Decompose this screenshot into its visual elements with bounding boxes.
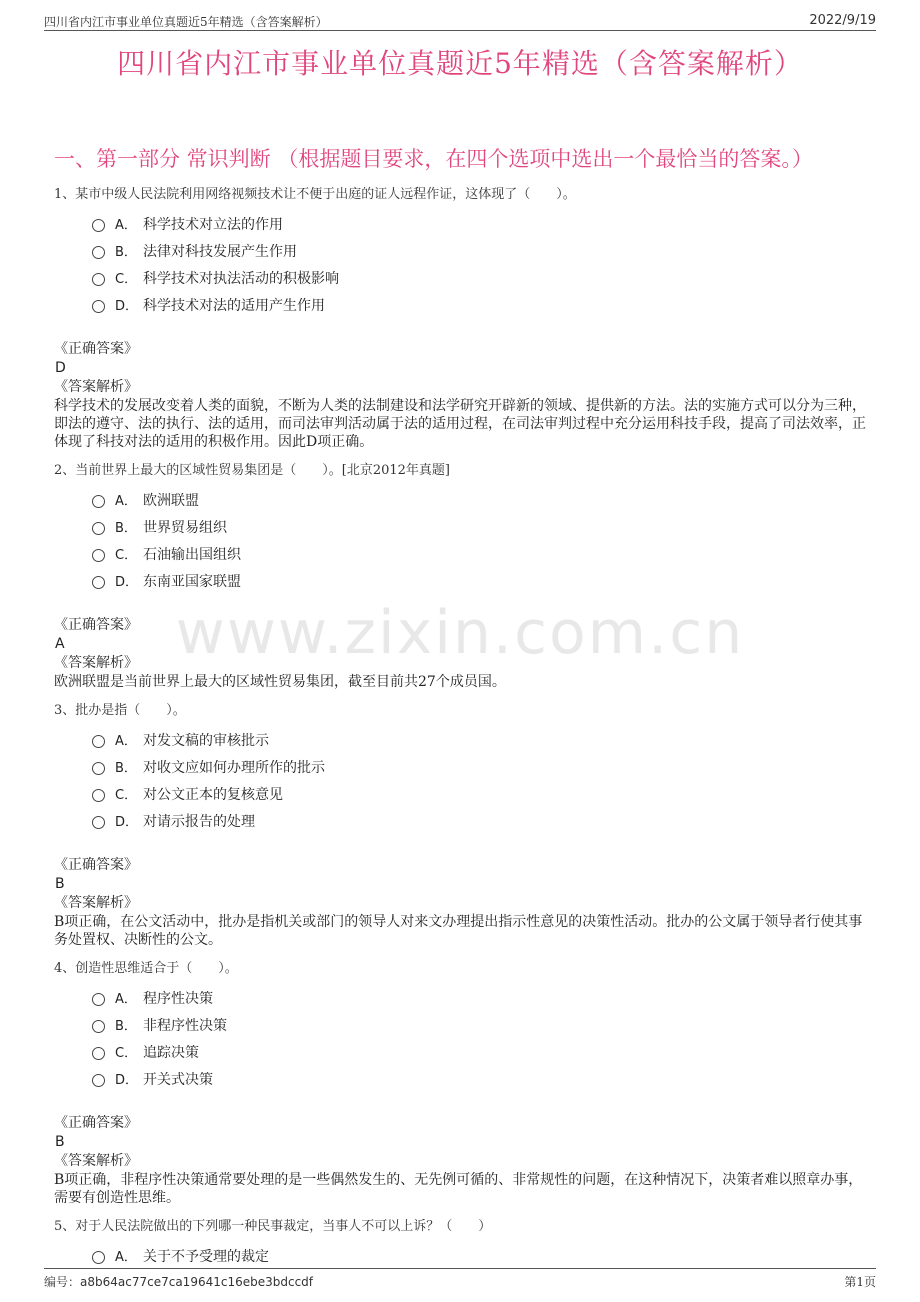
option-text: 程序性决策 xyxy=(143,990,213,1007)
radio-button-icon[interactable] xyxy=(92,789,105,802)
option-item[interactable] xyxy=(92,567,866,594)
correct-answer: B xyxy=(55,1134,65,1150)
page-footer xyxy=(44,1268,876,1291)
option-list xyxy=(92,984,866,1092)
option-item[interactable] xyxy=(92,1242,866,1269)
option-text: 世界贸易组织 xyxy=(143,519,227,536)
option-list xyxy=(92,726,866,834)
option-letter: C． xyxy=(115,272,138,287)
radio-button-icon[interactable] xyxy=(92,522,105,535)
option-text: 科学技术对执法活动的积极影响 xyxy=(143,270,339,287)
option-text: 关于不予受理的裁定 xyxy=(143,1248,269,1265)
option-item[interactable] xyxy=(92,780,866,807)
option-list xyxy=(92,1242,866,1269)
option-letter: B． xyxy=(115,521,137,536)
option-item[interactable] xyxy=(92,486,866,513)
answer-section xyxy=(54,856,866,949)
radio-button-icon[interactable] xyxy=(92,300,105,313)
page-header xyxy=(44,10,876,31)
option-item[interactable] xyxy=(92,264,866,291)
answer-explanation: B项正确，在公文活动中，批办是指机关或部门的领导人对来文办理提出指示性意见的决策性活动。批办的公文属于领导者行使其事务处置权、决断性的公文。 xyxy=(54,914,863,948)
radio-button-icon[interactable] xyxy=(92,762,105,775)
option-letter: D． xyxy=(115,575,139,590)
correct-answer: A xyxy=(55,636,65,652)
option-text: 追踪决策 xyxy=(143,1044,199,1061)
option-item[interactable] xyxy=(92,540,866,567)
question-stem: 4、创造性思维适合于（ ）。 xyxy=(54,961,238,976)
question-block xyxy=(54,701,866,949)
question-block xyxy=(54,185,866,451)
option-item[interactable] xyxy=(92,1065,866,1092)
option-item[interactable] xyxy=(92,753,866,780)
option-item[interactable] xyxy=(92,984,866,1011)
option-item[interactable] xyxy=(92,1011,866,1038)
option-text: 欧洲联盟 xyxy=(143,492,199,509)
option-item[interactable] xyxy=(92,726,866,753)
explanation-label: 《答案解析》 xyxy=(54,655,138,671)
header-doc-title: 四川省内江市事业单位真题近5年精选（含答案解析） xyxy=(44,15,328,29)
question-list xyxy=(54,185,866,1269)
radio-button-icon[interactable] xyxy=(92,993,105,1006)
option-text: 对发文稿的审核批示 xyxy=(143,732,269,749)
option-letter: C． xyxy=(115,548,138,563)
answer-label: 《正确答案》 xyxy=(54,341,138,357)
radio-button-icon[interactable] xyxy=(92,1074,105,1087)
option-letter: A． xyxy=(115,734,137,749)
option-letter: B． xyxy=(115,245,137,260)
option-item[interactable] xyxy=(92,237,866,264)
option-text: 非程序性决策 xyxy=(143,1017,227,1034)
option-text: 东南亚国家联盟 xyxy=(143,573,241,590)
correct-answer: D xyxy=(55,360,66,376)
question-block xyxy=(54,1217,866,1269)
option-letter: D． xyxy=(115,299,139,314)
option-letter: D． xyxy=(115,815,139,830)
option-letter: B． xyxy=(115,761,137,776)
correct-answer: B xyxy=(55,876,65,892)
option-letter: C． xyxy=(115,788,138,803)
answer-explanation: B项正确，非程序性决策通常要处理的是一些偶然发生的、无先例可循的、非常规性的问题，在这种情况下，决策者难以照章办事，需要有创造性思维。 xyxy=(54,1172,863,1206)
answer-explanation: 科学技术的发展改变着人类的面貌，不断为人类的法制建设和法学研究开辟新的领域、提供新的方法。法的实施方式可以分为三种，即法的遵守、法的执行、法的适用，而司法审判活动属于法的适用过程，在司法审判过程中充分运用科技手段，提高了司法效率，正体现了科技对法的适用的积极作用。因此D项正确。 xyxy=(54,398,866,450)
answer-label: 《正确答案》 xyxy=(54,1115,138,1131)
question-block xyxy=(54,959,866,1207)
answer-section xyxy=(54,1114,866,1207)
option-text: 科学技术对法的适用产生作用 xyxy=(143,297,325,314)
radio-button-icon[interactable] xyxy=(92,219,105,232)
radio-button-icon[interactable] xyxy=(92,549,105,562)
option-item[interactable] xyxy=(92,291,866,318)
radio-button-icon[interactable] xyxy=(92,246,105,259)
radio-button-icon[interactable] xyxy=(92,1020,105,1033)
radio-button-icon[interactable] xyxy=(92,495,105,508)
answer-section xyxy=(54,340,866,451)
option-letter: A． xyxy=(115,1250,137,1265)
explanation-label: 《答案解析》 xyxy=(54,895,138,911)
option-text: 开关式决策 xyxy=(143,1071,213,1088)
footer-page-number: 第1页 xyxy=(844,1275,876,1289)
option-item[interactable] xyxy=(92,807,866,834)
radio-button-icon[interactable] xyxy=(92,273,105,286)
answer-section xyxy=(54,616,866,691)
watermark: www.zixin.com.cn xyxy=(175,598,745,668)
footer-code: a8b64ac77ce7ca19641c16ebe3bdccdf xyxy=(80,1275,314,1289)
answer-explanation: 欧洲联盟是当前世界上最大的区域性贸易集团，截至目前共27个成员国。 xyxy=(54,674,506,690)
option-letter: A． xyxy=(115,218,137,233)
option-item[interactable] xyxy=(92,513,866,540)
question-stem: 1、某市中级人民法院利用网络视频技术让不便于出庭的证人远程作证，这体现了（ ）。 xyxy=(54,187,576,202)
option-text: 对收文应如何办理所作的批示 xyxy=(143,759,325,776)
radio-button-icon[interactable] xyxy=(92,1251,105,1264)
question-stem: 2、当前世界上最大的区域性贸易集团是（ ）。[北京2012年真题] xyxy=(54,463,450,478)
question-block xyxy=(54,461,866,691)
option-text: 科学技术对立法的作用 xyxy=(143,216,283,233)
option-text: 对公文正本的复核意见 xyxy=(143,786,283,803)
option-text: 石油输出国组织 xyxy=(143,546,241,563)
option-list xyxy=(92,210,866,318)
question-stem: 3、批办是指（ ）。 xyxy=(54,703,186,718)
answer-label: 《正确答案》 xyxy=(54,617,138,633)
explanation-label: 《答案解析》 xyxy=(54,379,138,395)
section-heading: 一、第一部分 常识判断 （根据题目要求，在四个选项中选出一个最恰当的答案。） xyxy=(54,147,813,171)
radio-button-icon[interactable] xyxy=(92,576,105,589)
footer-code-label: 编号： xyxy=(44,1275,81,1289)
option-list xyxy=(92,486,866,594)
document-title: 四川省内江市事业单位真题近5年精选（含答案解析） xyxy=(117,47,803,80)
explanation-label: 《答案解析》 xyxy=(54,1153,138,1169)
option-letter: B． xyxy=(115,1019,137,1034)
radio-button-icon[interactable] xyxy=(92,735,105,748)
option-text: 法律对科技发展产生作用 xyxy=(143,243,297,260)
answer-label: 《正确答案》 xyxy=(54,857,138,873)
option-text: 对请示报告的处理 xyxy=(143,813,255,830)
option-letter: C． xyxy=(115,1046,138,1061)
option-item[interactable] xyxy=(92,210,866,237)
radio-button-icon[interactable] xyxy=(92,816,105,829)
option-item[interactable] xyxy=(92,1038,866,1065)
option-letter: D． xyxy=(115,1073,139,1088)
question-stem: 5、对于人民法院做出的下列哪一种民事裁定，当事人不可以上诉？（ ） xyxy=(54,1219,492,1234)
option-letter: A． xyxy=(115,992,137,1007)
option-letter: A． xyxy=(115,494,137,509)
radio-button-icon[interactable] xyxy=(92,1047,105,1060)
header-date: 2022/9/19 xyxy=(809,13,876,28)
